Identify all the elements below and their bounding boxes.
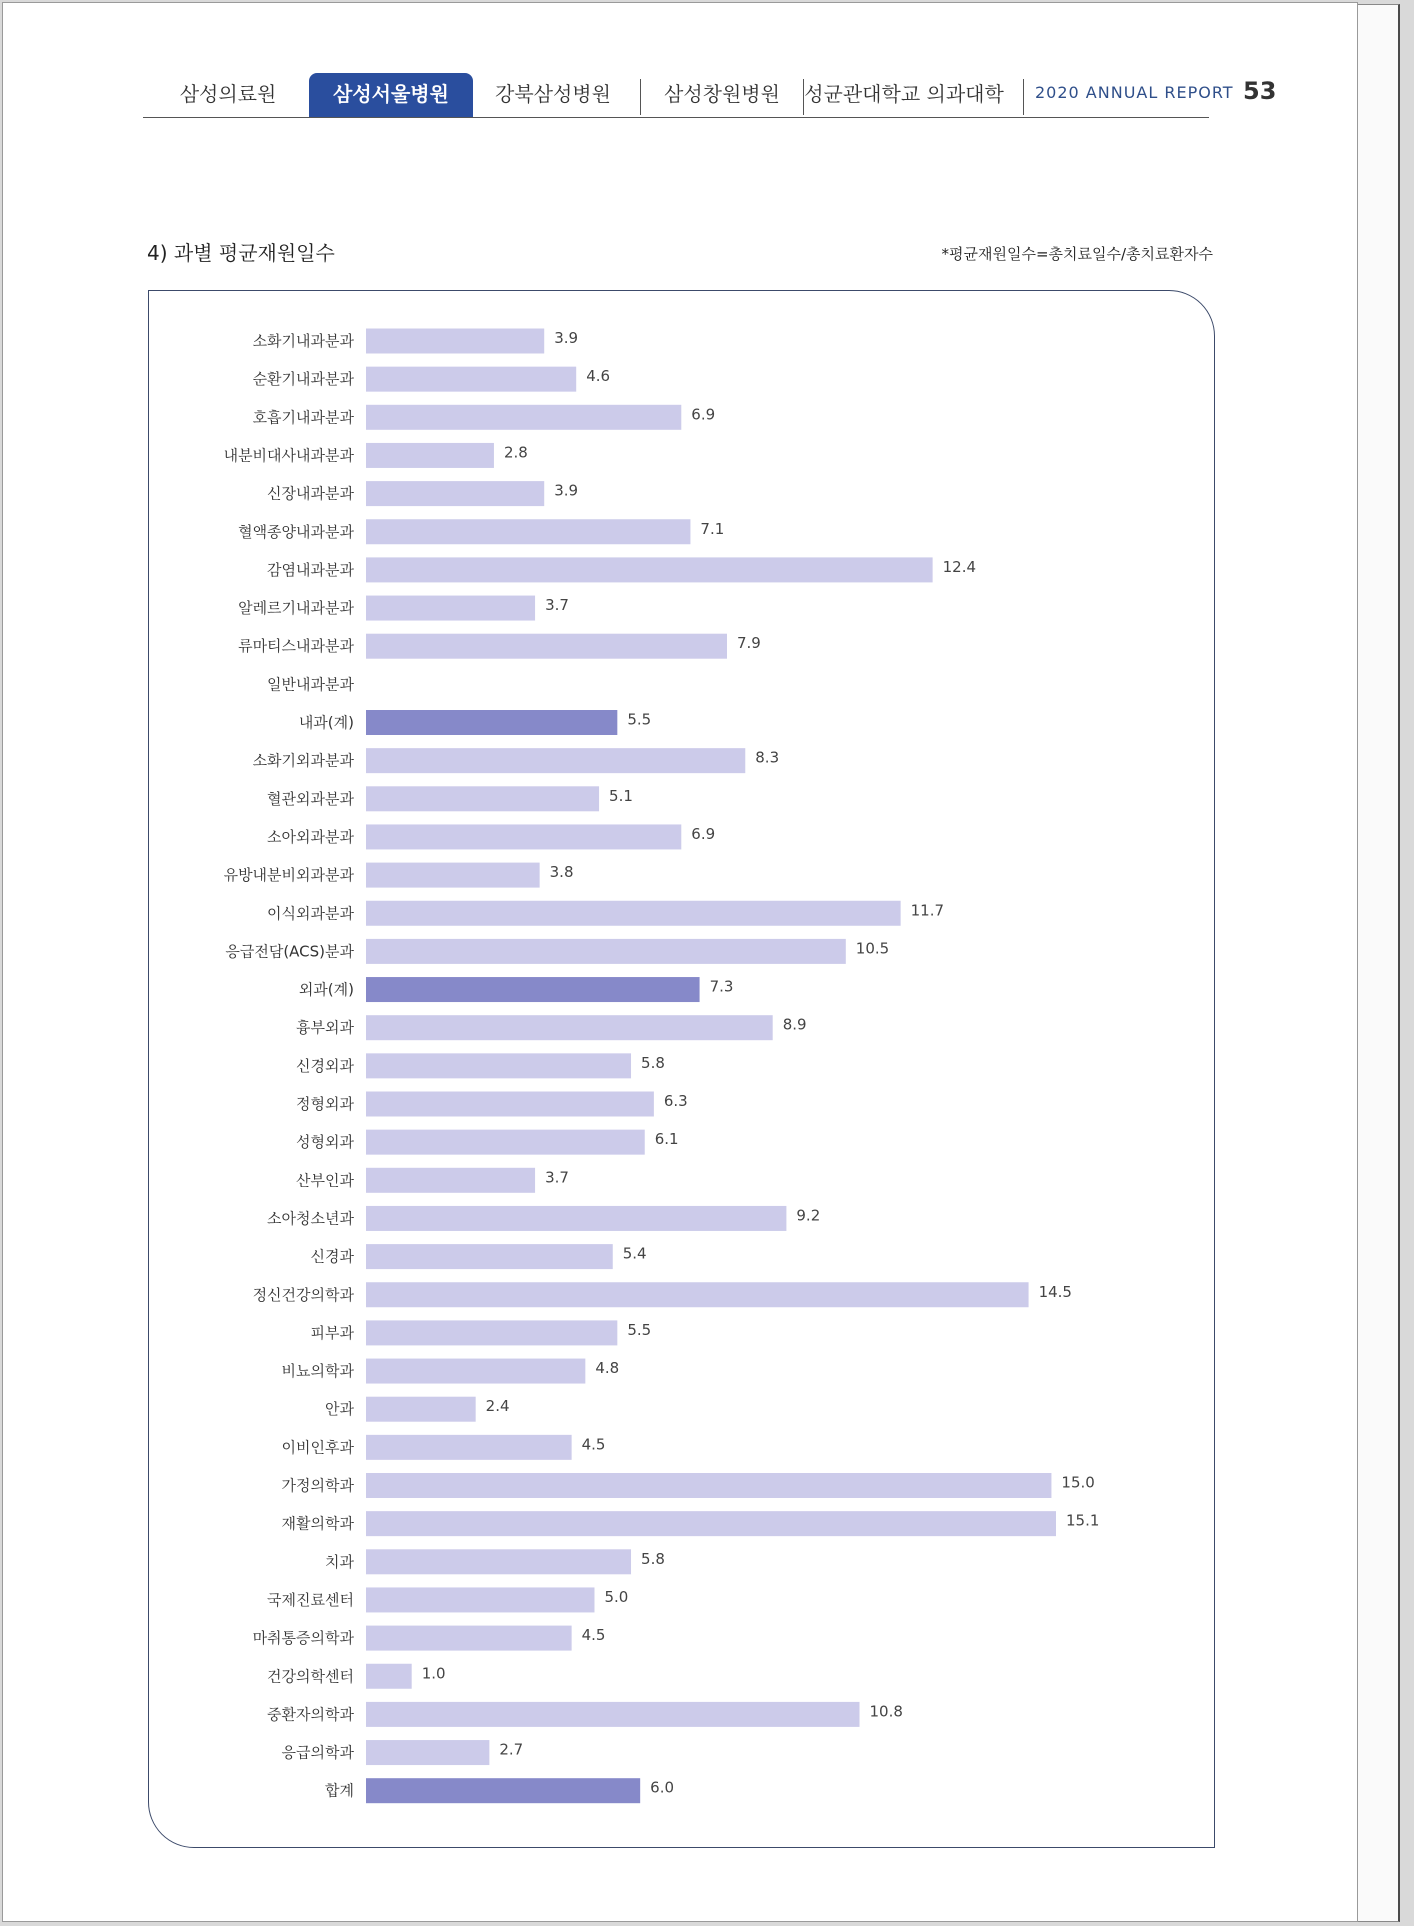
formula-note: *평균재원일수=총치료일수/총치료환자수 bbox=[941, 245, 1213, 263]
value-label: 3.7 bbox=[545, 596, 569, 615]
value-label: 3.9 bbox=[554, 329, 579, 347]
bar-subtotal bbox=[366, 710, 617, 735]
stacked-page-edges bbox=[1358, 4, 1410, 1922]
chart-frame bbox=[148, 290, 1215, 1848]
bar bbox=[366, 1473, 1051, 1498]
bar bbox=[366, 1320, 617, 1345]
value-label: 5.1 bbox=[609, 786, 633, 805]
bar-subtotal bbox=[366, 1778, 640, 1803]
bar bbox=[366, 1206, 786, 1231]
nav-item-samsung-medical-center[interactable]: 삼성의료원 bbox=[179, 82, 277, 106]
nav-item-samsung-seoul-hospital[interactable]: 삼성서울병원 bbox=[309, 73, 473, 117]
bar bbox=[366, 748, 745, 773]
value-label: 4.5 bbox=[581, 1435, 606, 1454]
value-label: 10.5 bbox=[855, 939, 890, 958]
nav-item-samsung-changwon-hospital[interactable]: 삼성창원병원 bbox=[664, 82, 780, 106]
value-label: 4.8 bbox=[595, 1359, 620, 1378]
category-label: 소화기외과분과 bbox=[252, 751, 354, 770]
category-label: 혈관외과분과 bbox=[267, 789, 354, 808]
category-label: 치과 bbox=[325, 1552, 354, 1571]
bar bbox=[366, 1664, 412, 1689]
bar bbox=[366, 1549, 631, 1574]
bar bbox=[366, 1702, 860, 1727]
category-label: 흉부외과 bbox=[296, 1018, 354, 1037]
category-label: 소화기내과분과 bbox=[252, 332, 354, 350]
value-label: 12.4 bbox=[942, 557, 977, 576]
category-label: 외과(계) bbox=[298, 980, 354, 999]
nav-separator bbox=[1023, 79, 1024, 115]
bar bbox=[366, 901, 901, 926]
value-label: 15.1 bbox=[1066, 1511, 1100, 1530]
value-label: 5.0 bbox=[604, 1587, 629, 1606]
value-label: 8.9 bbox=[782, 1015, 807, 1034]
category-label: 신장내과분과 bbox=[267, 484, 354, 503]
category-label: 소아청소년과 bbox=[267, 1209, 354, 1228]
bar bbox=[366, 1397, 476, 1422]
category-label: 안과 bbox=[325, 1400, 354, 1419]
bar bbox=[366, 1244, 613, 1269]
bar bbox=[366, 596, 535, 621]
value-label: 3.8 bbox=[549, 863, 574, 882]
category-label: 성형외과 bbox=[296, 1133, 354, 1152]
value-label: 6.9 bbox=[691, 405, 716, 424]
bar bbox=[366, 1015, 773, 1040]
section-title: 4) 과별 평균재원일수 bbox=[147, 241, 335, 265]
category-label: 감염내과분과 bbox=[267, 560, 354, 579]
bar bbox=[366, 939, 846, 964]
bar bbox=[366, 1626, 572, 1651]
category-label: 정신건강의학과 bbox=[252, 1285, 354, 1304]
category-label: 내과(계) bbox=[298, 713, 354, 732]
bar bbox=[366, 405, 681, 430]
category-label: 혈액종양내과분과 bbox=[238, 522, 354, 541]
bar bbox=[366, 634, 727, 659]
category-label: 가정의학과 bbox=[281, 1476, 354, 1495]
bar bbox=[366, 1130, 645, 1155]
category-label: 소아외과분과 bbox=[267, 827, 354, 846]
value-label: 7.3 bbox=[709, 977, 734, 996]
value-label: 1.0 bbox=[421, 1664, 446, 1683]
bar-chart bbox=[149, 291, 1213, 1846]
value-label: 5.8 bbox=[641, 1053, 665, 1072]
category-label: 합계 bbox=[325, 1781, 354, 1800]
value-label: 7.1 bbox=[700, 519, 725, 538]
value-label: 4.5 bbox=[581, 1626, 606, 1645]
value-label: 10.8 bbox=[869, 1702, 903, 1721]
report-title: 2020 ANNUAL REPORT bbox=[1035, 83, 1234, 102]
bar bbox=[366, 367, 576, 392]
bar bbox=[366, 1587, 594, 1612]
category-label: 건강의학센터 bbox=[267, 1667, 354, 1686]
value-label: 4.6 bbox=[586, 367, 611, 386]
value-label: 2.8 bbox=[503, 443, 528, 462]
category-label: 비뇨의학과 bbox=[281, 1362, 354, 1381]
bar bbox=[366, 557, 933, 582]
category-label: 일반내과분과 bbox=[267, 675, 354, 694]
page-number: 53 bbox=[1243, 77, 1277, 105]
bar bbox=[366, 1435, 572, 1460]
bar bbox=[366, 824, 681, 849]
category-label: 유방내분비외과분과 bbox=[223, 866, 354, 885]
bar bbox=[366, 1282, 1029, 1307]
value-label: 6.9 bbox=[691, 824, 716, 843]
category-label: 호흡기내과분과 bbox=[252, 408, 354, 427]
bar bbox=[366, 1740, 489, 1765]
value-label: 6.0 bbox=[650, 1778, 675, 1797]
category-label: 중환자의학과 bbox=[267, 1705, 354, 1724]
bar bbox=[366, 863, 540, 888]
bar-subtotal bbox=[366, 977, 700, 1002]
value-label: 5.5 bbox=[627, 1320, 652, 1339]
bar bbox=[366, 443, 494, 468]
nav-item-kangbuk-samsung-hospital[interactable]: 강북삼성병원 bbox=[495, 82, 611, 106]
category-label: 응급전담(ACS)분과 bbox=[225, 942, 354, 961]
category-label: 내분비대사내과분과 bbox=[223, 446, 354, 465]
value-label: 6.3 bbox=[663, 1092, 688, 1110]
category-label: 류마티스내과분과 bbox=[238, 637, 354, 656]
category-label: 피부과 bbox=[310, 1323, 354, 1342]
value-label: 14.5 bbox=[1038, 1282, 1072, 1301]
category-label: 신경과 bbox=[310, 1247, 354, 1266]
category-label: 재활의학과 bbox=[281, 1514, 354, 1533]
category-label: 이비인후과 bbox=[281, 1438, 354, 1457]
value-label: 9.2 bbox=[796, 1206, 821, 1225]
value-label: 5.4 bbox=[622, 1244, 647, 1263]
category-label: 국제진료센터 bbox=[267, 1590, 354, 1609]
category-label: 마취통증의학과 bbox=[252, 1629, 354, 1648]
value-label: 5.8 bbox=[641, 1549, 665, 1568]
value-label: 8.3 bbox=[755, 748, 780, 767]
nav-item-skku-medicine[interactable]: 성균관대학교 의과대학 bbox=[804, 82, 1004, 106]
bar bbox=[366, 1092, 654, 1117]
bar bbox=[366, 481, 544, 506]
bar bbox=[366, 519, 690, 544]
bar bbox=[366, 1511, 1056, 1536]
value-label: 6.1 bbox=[654, 1130, 679, 1149]
category-label: 이식외과분과 bbox=[267, 904, 354, 923]
value-label: 3.9 bbox=[554, 481, 579, 500]
value-label: 2.7 bbox=[499, 1740, 524, 1759]
category-label: 신경외과 bbox=[296, 1056, 354, 1075]
bar bbox=[366, 1359, 585, 1384]
value-label: 5.5 bbox=[627, 710, 652, 729]
value-label: 7.9 bbox=[736, 634, 761, 653]
bar bbox=[366, 786, 599, 811]
category-label: 알레르기내과분과 bbox=[238, 599, 354, 618]
category-label: 산부인과 bbox=[296, 1171, 354, 1190]
category-label: 응급의학과 bbox=[281, 1743, 354, 1762]
value-label: 15.0 bbox=[1061, 1473, 1095, 1492]
bar bbox=[366, 329, 544, 354]
bar bbox=[366, 1168, 535, 1193]
value-label: 3.7 bbox=[545, 1168, 569, 1187]
category-label: 정형외과 bbox=[296, 1095, 354, 1113]
report-page bbox=[2, 2, 1358, 1922]
category-label: 순환기내과분과 bbox=[252, 370, 354, 389]
value-label: 11.7 bbox=[910, 901, 945, 920]
value-label: 2.4 bbox=[485, 1397, 510, 1416]
bar bbox=[366, 1053, 631, 1078]
